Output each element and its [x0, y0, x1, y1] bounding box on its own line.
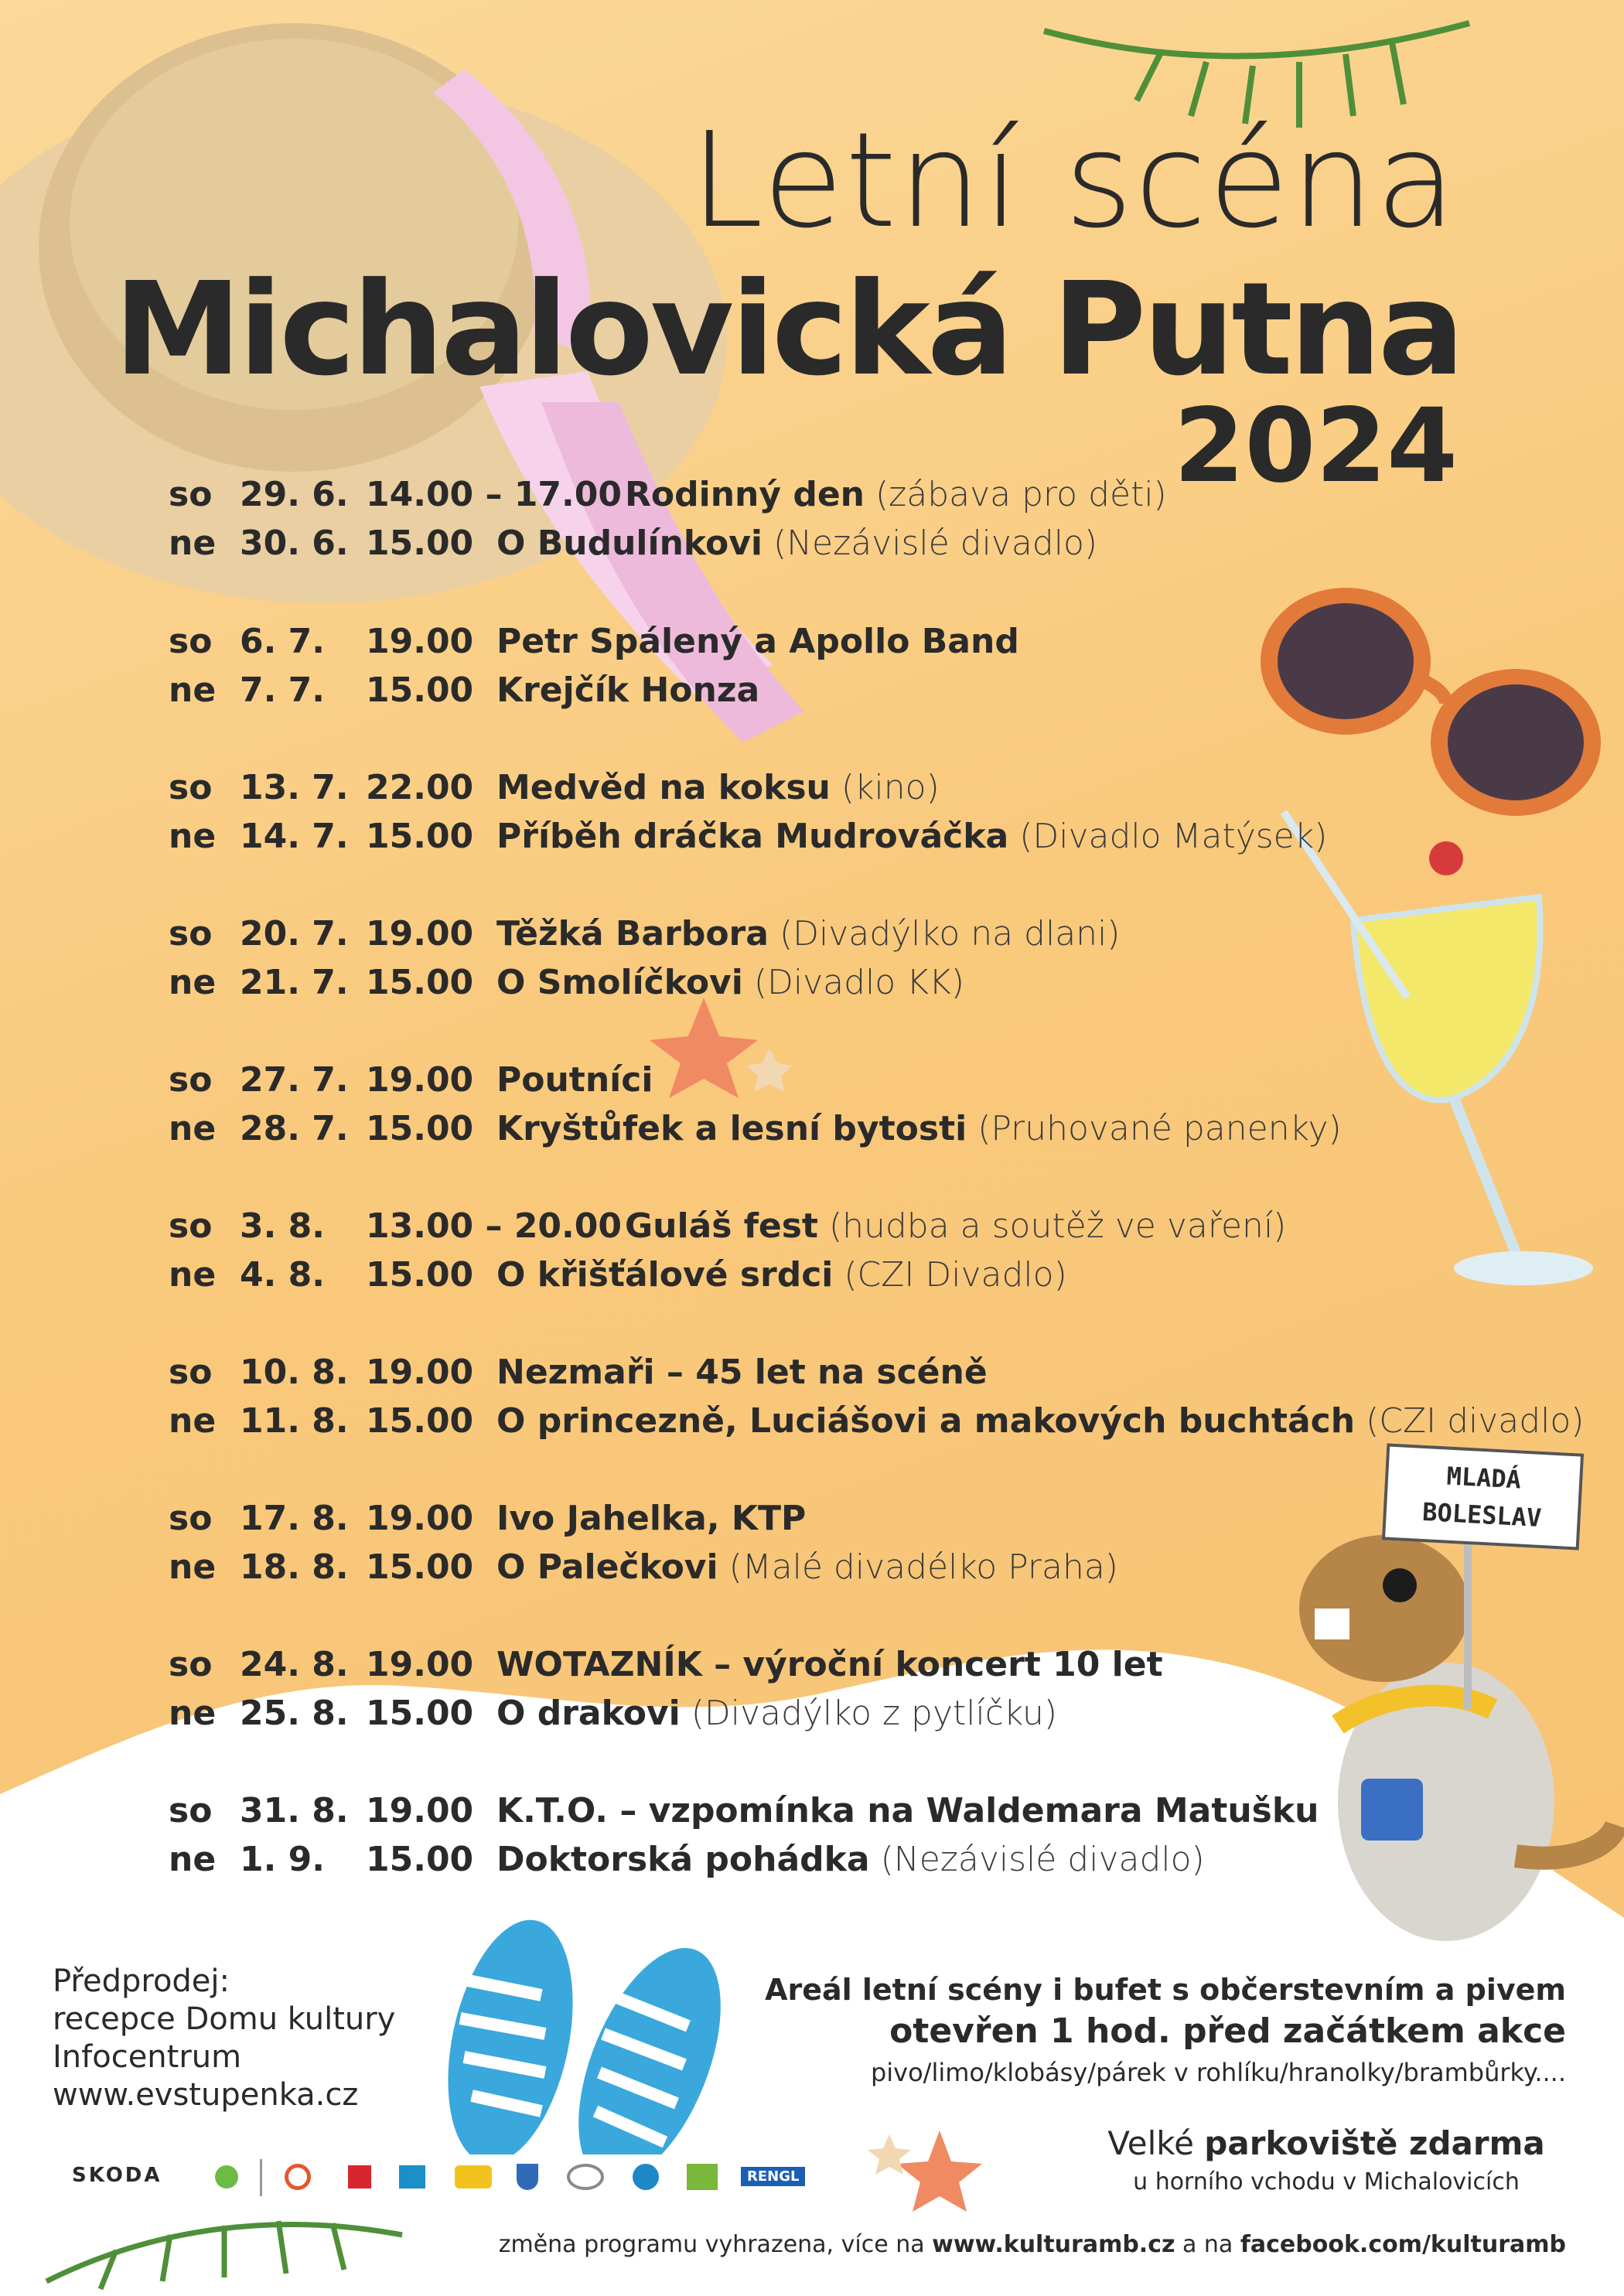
program-day: so	[169, 768, 213, 807]
program-show	[496, 1788, 1319, 1834]
program-show	[496, 1496, 806, 1542]
program-time: 19.00	[366, 1060, 474, 1100]
program-time: 19.00	[366, 622, 474, 661]
program-note: (Divadýlko na dlani)	[779, 914, 1121, 954]
park-logo-icon	[687, 2164, 718, 2190]
program-title: O Palečkovi	[496, 1547, 718, 1587]
program-note: (Nezávislé divadlo)	[880, 1840, 1205, 1879]
program-day: so	[169, 1499, 213, 1538]
tv-logo-icon	[399, 2165, 425, 2189]
program-day: so	[169, 1060, 213, 1100]
program-show	[496, 960, 964, 1006]
radio-logo-icon	[348, 2165, 371, 2189]
program-title: Medvěd na koksu	[496, 768, 831, 807]
program-time: 19.00	[366, 1645, 474, 1684]
program-date: 4. 8.	[240, 1255, 325, 1295]
program-day: ne	[169, 524, 217, 563]
rengl-logo: RENGL	[741, 2167, 805, 2186]
program-show	[625, 1203, 1286, 1250]
program-note: (Divadýlko z pytlíčku)	[691, 1694, 1058, 1733]
program-show	[496, 667, 759, 714]
sign-line-1: MLADÁ	[1445, 1461, 1522, 1495]
program-title: Nezmaři – 45 let na scéně	[496, 1353, 988, 1392]
program-show	[496, 911, 1120, 957]
program-title: Petr Spálený a Apollo Band	[496, 622, 1019, 661]
starfish-icon	[650, 998, 758, 1098]
title-year: 2024	[1173, 387, 1458, 506]
program-show	[496, 1398, 1584, 1445]
program-date: 6. 7.	[240, 622, 325, 661]
parking-line	[1079, 2120, 1574, 2167]
program-time: 14.00 – 17.00	[366, 475, 622, 514]
program-title: O křišťálové srdci	[496, 1255, 834, 1295]
program-day: ne	[169, 817, 217, 856]
program-show	[496, 1349, 988, 1396]
program-day: ne	[169, 1840, 217, 1879]
program-day: so	[169, 1206, 213, 1246]
footer-text: a na	[1175, 2231, 1240, 2258]
venue-info	[765, 1970, 1566, 2091]
kultura-logo-icon	[285, 2164, 311, 2190]
program-date: 18. 8.	[240, 1547, 349, 1587]
program-title: Kryštůfek a lesní bytosti	[496, 1109, 967, 1148]
program-title: Příběh dráčka Mudrováčka	[496, 817, 1009, 856]
program-time: 22.00	[366, 768, 474, 807]
sunglasses-icon	[1261, 588, 1601, 816]
program-time: 13.00 – 20.00	[366, 1206, 622, 1246]
divider	[260, 2159, 262, 2196]
program-show	[496, 1690, 1057, 1737]
pojizera-logo-icon	[633, 2164, 659, 2190]
program-date: 28. 7.	[240, 1109, 349, 1148]
footer-text: změna programu vyhrazena, více na	[498, 2231, 933, 2258]
signal-radio-logo-icon	[455, 2165, 492, 2189]
presale-heading: Předprodej:	[53, 1963, 230, 1999]
program-time: 15.00	[366, 670, 474, 710]
program-title: Těžká Barbora	[496, 914, 769, 954]
sponsor-logos	[53, 2154, 826, 2201]
program-time: 15.00	[366, 524, 474, 563]
program-title: O Budulínkovi	[496, 524, 763, 563]
program-date: 10. 8.	[240, 1353, 349, 1392]
program-note: (Pruhované panenky)	[977, 1109, 1342, 1148]
program-show	[496, 1057, 653, 1104]
parking-info	[1079, 2117, 1574, 2202]
program-time: 19.00	[366, 1353, 474, 1392]
cocktail-glass-icon	[1284, 812, 1593, 1285]
program-show	[496, 1544, 1118, 1591]
venue-info-line-2: otevřen 1 hod. před začátkem akce	[889, 2011, 1566, 2051]
program-day: ne	[169, 1401, 217, 1441]
parking-sub: u horního vchodu v Michalovicích	[1133, 2168, 1520, 2195]
program-time: 15.00	[366, 1255, 474, 1295]
program-time: 15.00	[366, 1694, 474, 1733]
program-date: 24. 8.	[240, 1645, 349, 1684]
program-title: WOTAZNÍK – výroční koncert 10 let	[496, 1645, 1163, 1684]
program-show	[496, 1642, 1163, 1688]
program-time: 15.00	[366, 1401, 474, 1441]
program-show	[496, 520, 1097, 567]
presale-info	[53, 1963, 395, 2114]
program-note: (Divadlo Matýsek)	[1019, 817, 1328, 856]
program-show	[496, 1252, 1067, 1298]
green-logo-icon	[215, 2165, 238, 2189]
city-coat-of-arms-icon	[517, 2164, 538, 2190]
program-note: (zábava pro děti)	[875, 475, 1167, 514]
program-date: 31. 8.	[240, 1791, 349, 1830]
program-day: ne	[169, 963, 217, 1002]
program-time: 19.00	[366, 1791, 474, 1830]
program-time: 15.00	[366, 1547, 474, 1587]
program-title: Krejčík Honza	[496, 670, 760, 710]
program-date: 1. 9.	[240, 1840, 325, 1879]
program-time: 19.00	[366, 914, 474, 954]
program-day: so	[169, 1791, 213, 1830]
program-date: 7. 7.	[240, 670, 325, 710]
program-note: (CZI Divadlo)	[844, 1255, 1067, 1295]
program-title: O Smolíčkovi	[496, 963, 743, 1002]
starfish-icon	[746, 1048, 793, 1092]
title-line-2: Michalovická Putna	[114, 255, 1462, 404]
skoda-logo: SKODA	[72, 2164, 162, 2187]
footer-facebook-link[interactable]: facebook.com/kulturamb	[1240, 2231, 1566, 2258]
presale-line: recepce Domu kultury	[53, 2001, 396, 2037]
mlada-boleslav-sign	[1382, 1443, 1584, 1550]
program-note: (Divadlo KK)	[753, 963, 965, 1002]
program-day: ne	[169, 1694, 217, 1733]
venue-info-line-1: Areál letní scény i bufet s občerstevním a pivem	[765, 1973, 1566, 2007]
program-date: 3. 8.	[240, 1206, 325, 1246]
footer-note	[499, 2229, 1566, 2260]
program-date: 27. 7.	[240, 1060, 349, 1100]
program-title: Guláš fest	[625, 1206, 818, 1246]
program-show	[496, 765, 940, 811]
venue-info-line-3: pivo/limo/klobásy/párek v rohlíku/hranolky/brambůrky....	[870, 2058, 1566, 2087]
program-time: 19.00	[366, 1499, 474, 1538]
title-line-1: Letní scéna	[690, 104, 1458, 258]
footer-web-link[interactable]: www.kulturamb.cz	[932, 2231, 1175, 2258]
program-show	[496, 814, 1327, 860]
parking-prefix: Velké	[1107, 2124, 1205, 2162]
program-time: 15.00	[366, 1109, 474, 1148]
program-date: 25. 8.	[240, 1694, 349, 1733]
program-day: so	[169, 475, 213, 514]
program-note: (Nezávislé divadlo)	[773, 524, 1098, 563]
program-day: so	[169, 1645, 213, 1684]
program-show	[496, 1837, 1205, 1883]
presale-line: Infocentrum	[53, 2039, 242, 2075]
program-date: 30. 6.	[240, 524, 349, 563]
program-title: O princezně, Luciášovi a makových buchtách	[496, 1401, 1356, 1441]
program-date: 17. 8.	[240, 1499, 349, 1538]
program-date: 20. 7.	[240, 914, 349, 954]
program-date: 13. 7.	[240, 768, 349, 807]
program-note: (kino)	[841, 768, 940, 807]
program-day: so	[169, 622, 213, 661]
program-show	[496, 619, 1019, 665]
program-note: (hudba a soutěž ve vaření)	[828, 1206, 1287, 1246]
parking-bold: parkoviště zdarma	[1204, 2124, 1545, 2162]
program-day: so	[169, 1353, 213, 1392]
program-title: Poutníci	[496, 1060, 653, 1100]
program-time: 15.00	[366, 963, 474, 1002]
program-title: Ivo Jahelka, KTP	[496, 1499, 807, 1538]
program-day: ne	[169, 1547, 217, 1587]
program-title: Doktorská pohádka	[496, 1840, 870, 1879]
program-title: O drakovi	[496, 1694, 681, 1733]
program-day: so	[169, 914, 213, 954]
program-date: 11. 8.	[240, 1401, 349, 1441]
program-show	[625, 472, 1167, 518]
program-show	[496, 1106, 1342, 1152]
radio-mb-logo-icon	[567, 2164, 604, 2190]
program-date: 21. 7.	[240, 963, 349, 1002]
program-title: K.T.O. – vzpomínka na Waldemara Matušku	[496, 1791, 1319, 1830]
program-day: ne	[169, 1255, 217, 1295]
sign-line-2: BOLESLAV	[1421, 1496, 1543, 1533]
program-title: Rodinný den	[625, 475, 865, 514]
program-date: 29. 6.	[240, 475, 349, 514]
program-time: 15.00	[366, 817, 474, 856]
program-time: 15.00	[366, 1840, 474, 1879]
presale-website-link[interactable]: www.evstupenka.cz	[53, 2077, 359, 2113]
program-date: 14. 7.	[240, 817, 349, 856]
program-day: ne	[169, 1109, 217, 1148]
program-note: (Malé divadélko Praha)	[728, 1547, 1118, 1587]
program-note: (CZI divadlo)	[1366, 1401, 1585, 1441]
program-day: ne	[169, 670, 217, 710]
